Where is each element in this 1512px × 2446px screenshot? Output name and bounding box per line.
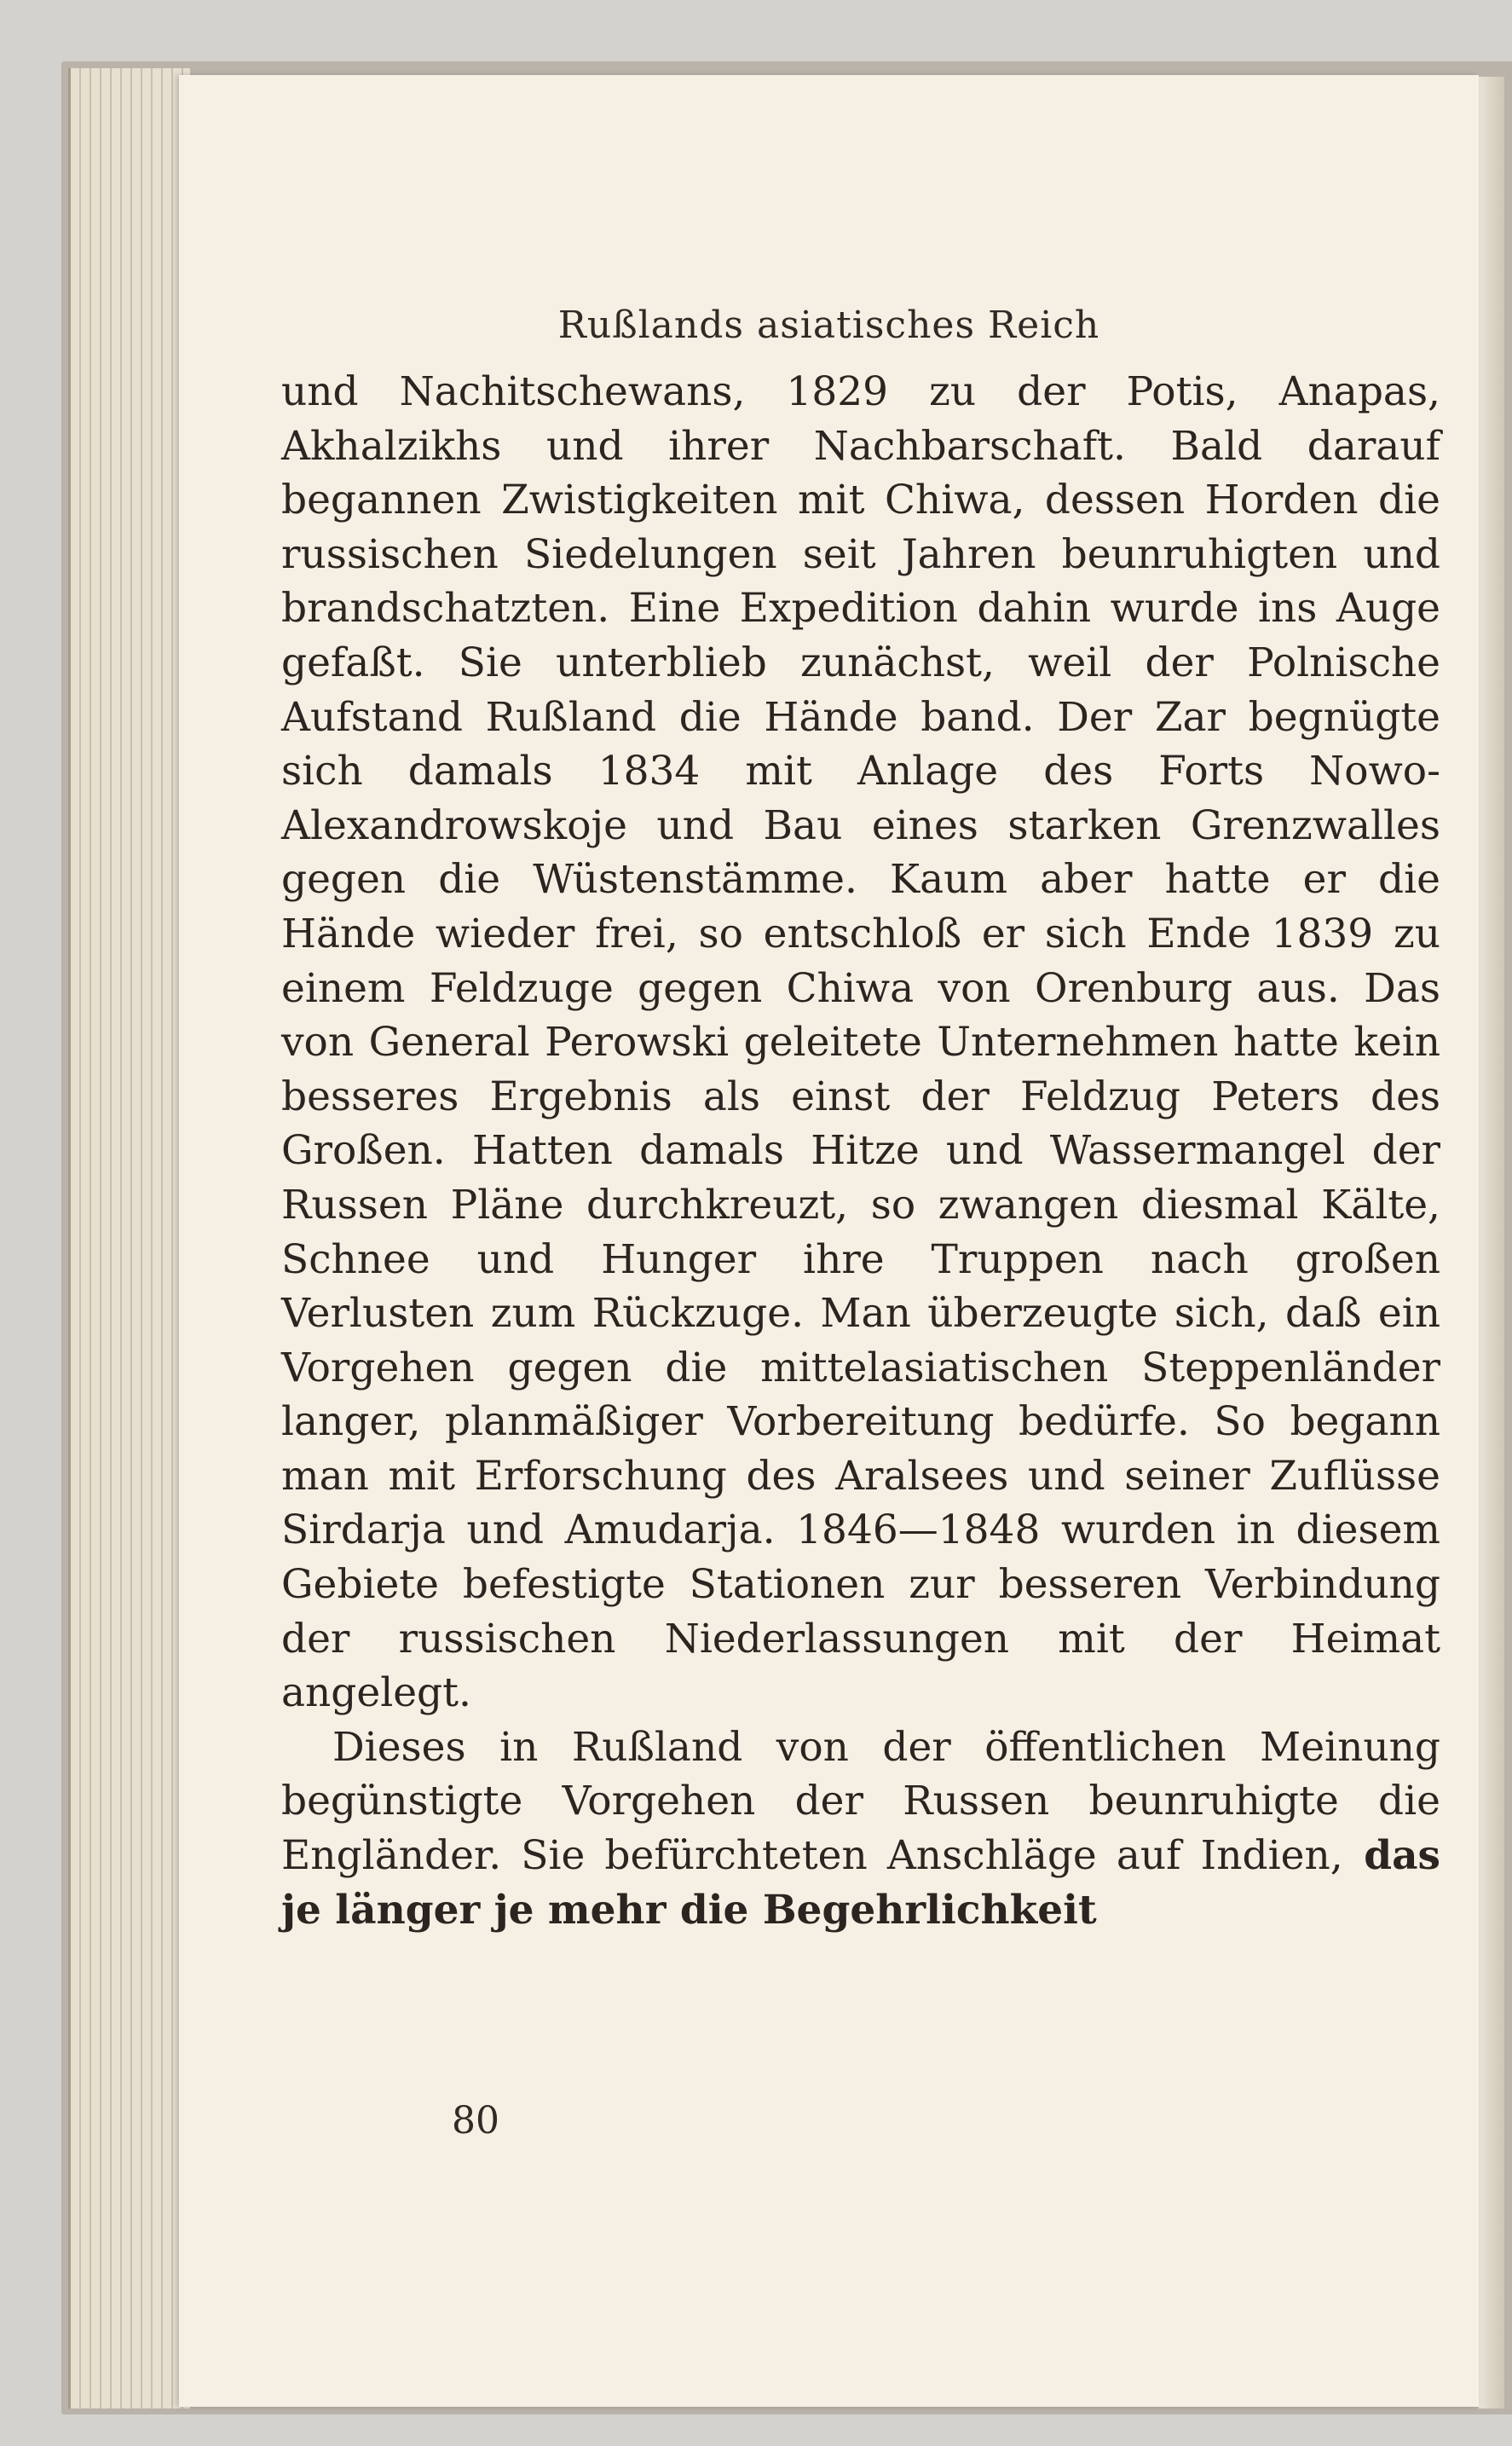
paragraph-2-bold-ending: das je länger je mehr die Begehrlichkeit (281, 1832, 1440, 1934)
book-right-edge (1479, 77, 1504, 2408)
page-edges-stack (68, 68, 190, 2408)
paragraph-1: und Nachitschewans, 1829 zu der Potis, Anapas, Akhalzikhs und ihrer Nachbarschaft. Bald darauf begannen Zwistigkeiten mit Chiwa, dessen Horden die russischen Siedelungen seit Jahren beunruhigten und brandschatzten. Eine Expedition dahin wurde ins Auge gefaßt. Sie unterblieb zunächst, weil der Polnische Aufstand Rußland die Hände band. Der Zar begnügte sich damals 1834 mit Anlage des Forts Nowo-Alexandrowskoje und Bau eines starken Grenzwalles gegen die Wüstenstämme. Kaum aber hatte er die Hände wieder frei, so entschloß er sich Ende 1839 zu einem Feldzuge gegen Chiwa von Orenburg aus. Das von General Perowski geleitete Unternehmen hatte kein besseres Ergebnis als einst der Feldzug Peters des Großen. Hatten damals Hitze und Wassermangel der Russen Pläne durchkreuzt, so zwangen diesmal Kälte, Schnee und Hunger ihre Truppen nach großen Verlusten zum Rückzuge. Man überzeugte sich, daß ein Vorgehen gegen die mittelasiatischen Steppenländer langer, planmäßiger Vorbereitung bedürfe. So begann man mit Erforschung des Aralsees und seiner Zuflüsse Sirdarja und Amudarja. 1846—1848 wurden in diesem Gebiete befestigte Stationen zur besseren Verbindung der russischen Niederlassungen mit der Heimat angelegt. (281, 368, 1440, 1717)
paragraph-2-text: Dieses in Rußland von der öffentlichen Meinung begünstigte Vorgehen der Russen beunruhigte die Engländer. Sie befürchteten Anschläge auf Indien, (281, 1723, 1440, 1880)
page-body-text (281, 365, 1440, 1937)
running-title: Rußlands asiatisches Reich (557, 304, 1100, 347)
paragraph-2 (281, 1720, 1440, 1937)
page-number: 80 (452, 2099, 499, 2142)
